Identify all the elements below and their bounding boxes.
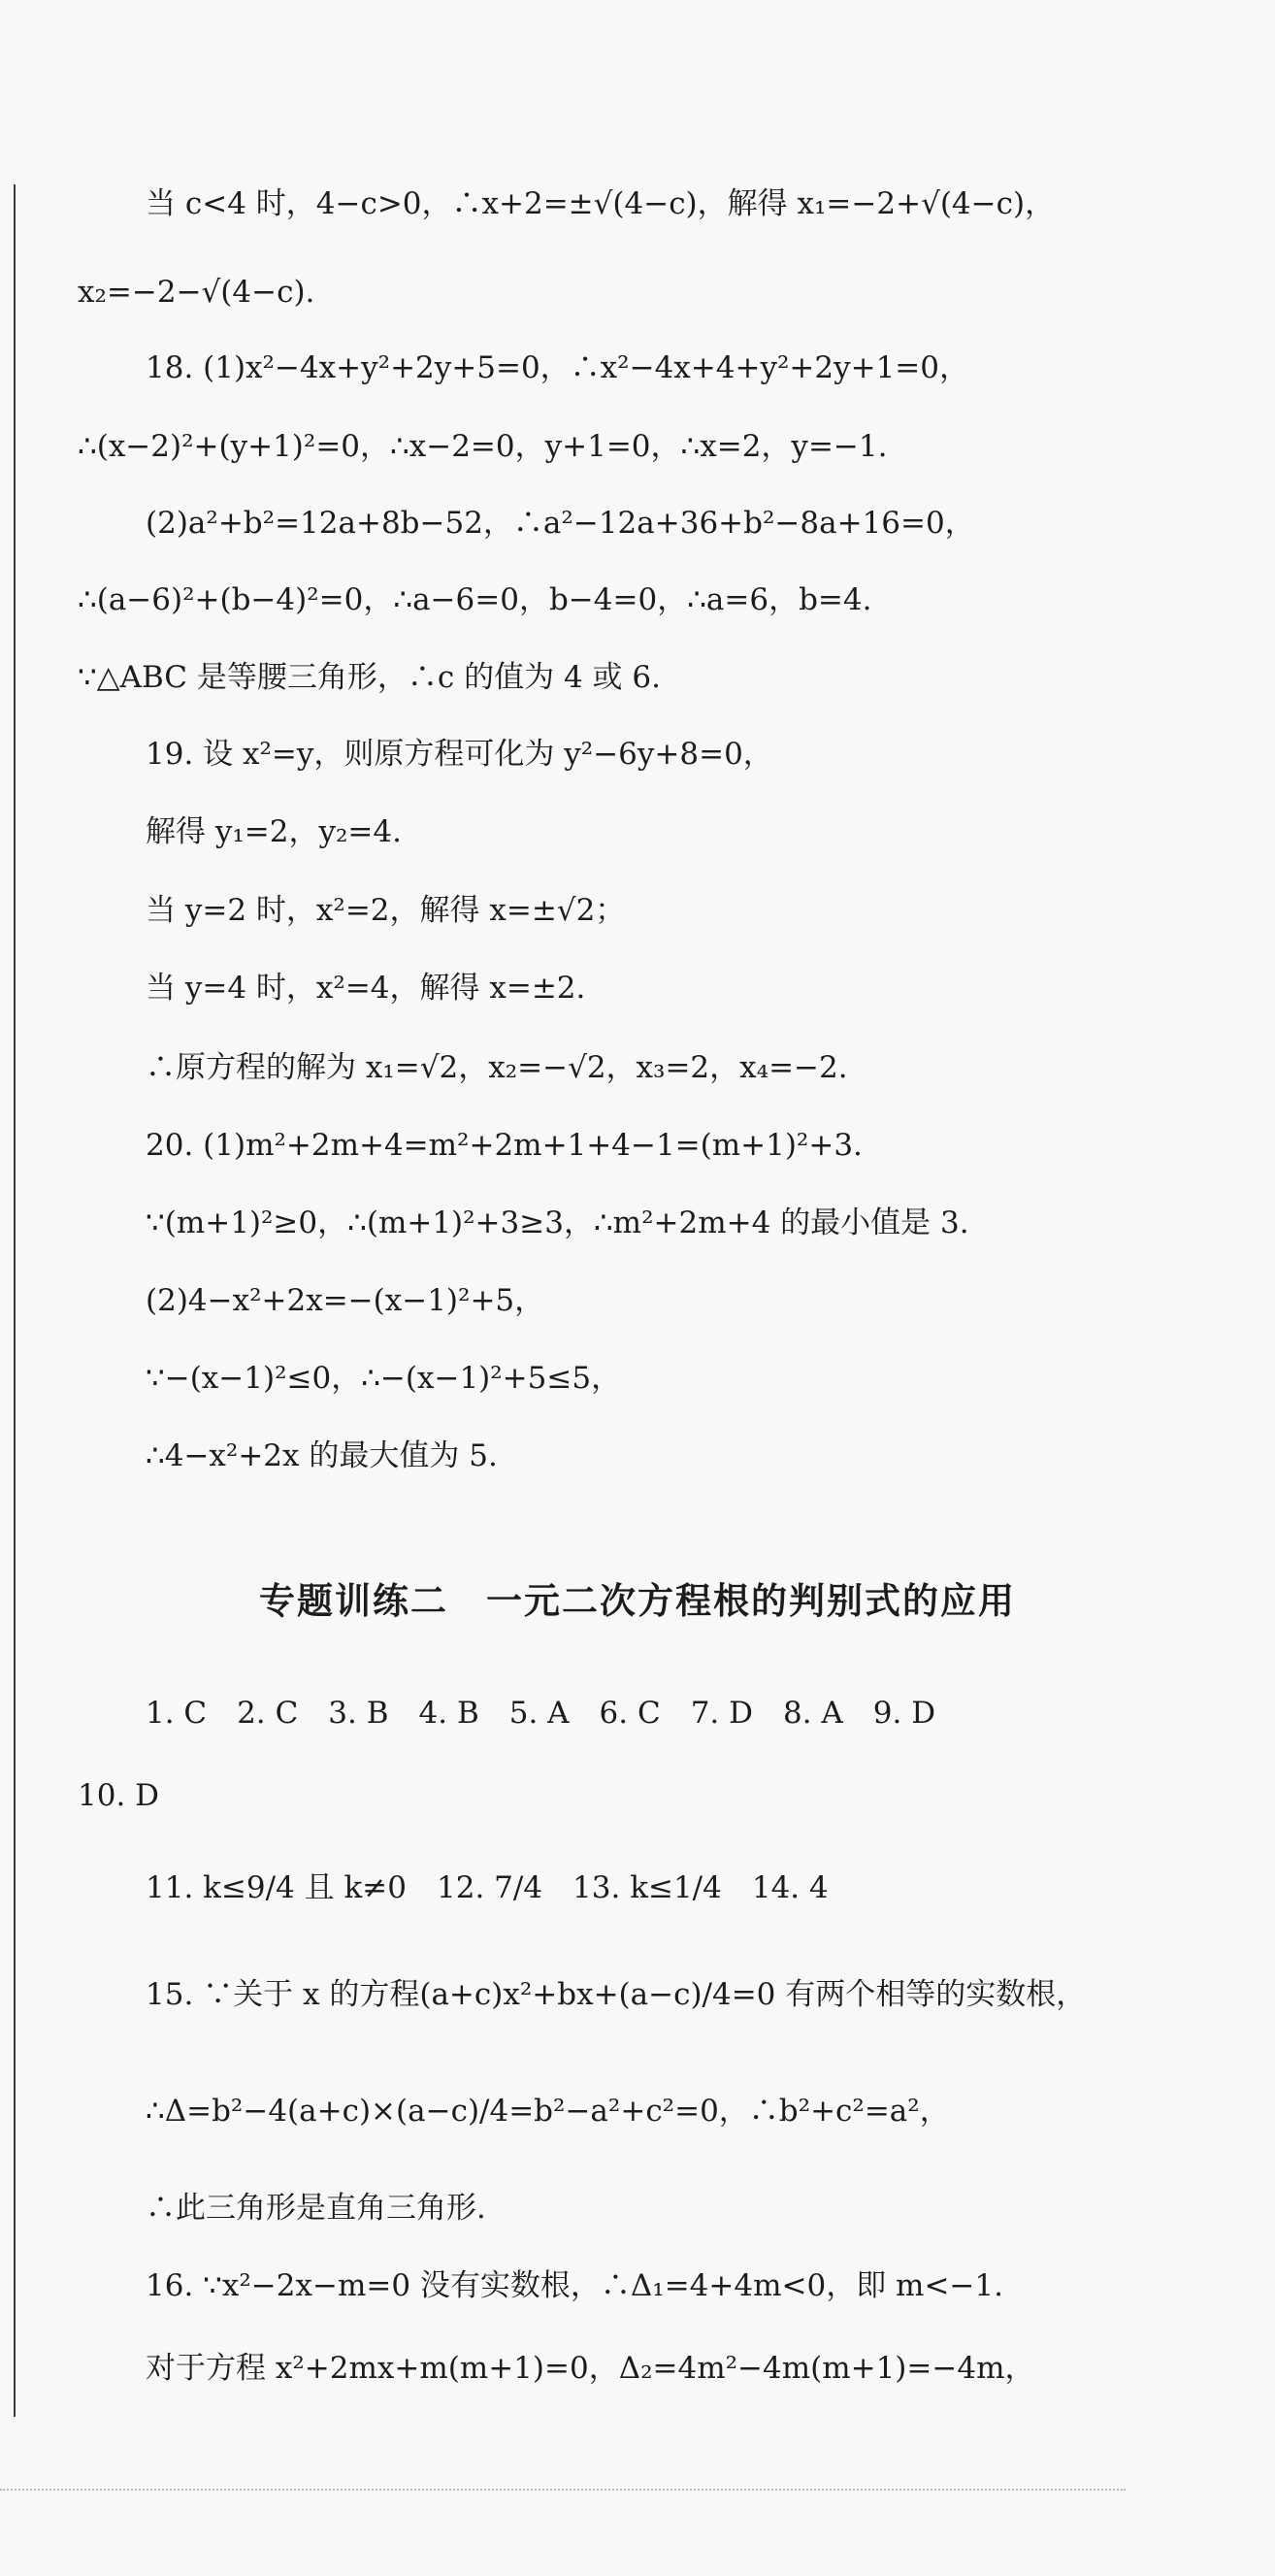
- text-line: x₂=−2−√(4−c).: [78, 275, 315, 310]
- text-line: ∴(x−2)²+(y+1)²=0，∴x−2=0，y+1=0，∴x=2，y=−1.: [78, 429, 888, 464]
- left-margin-line: [14, 184, 16, 2417]
- text-line: 当 y=2 时，x²=2，解得 x=±√2；: [146, 893, 626, 928]
- answer-line: 15. ∵关于 x 的方程(a+c)x²+bx+(a−c)/4=0 有两个相等的实数根，: [146, 1977, 1087, 2012]
- text-line: 当 c<4 时，4−c>0，∴x+2=±√(4−c)，解得 x₁=−2+√(4−c)，: [146, 186, 1056, 221]
- answer-line: 16. ∵x²−2x−m=0 没有实数根，∴Δ₁=4+4m<0，即 m<−1.: [146, 2268, 1003, 2303]
- text-line: 20. (1)m²+2m+4=m²+2m+1+4−1=(m+1)²+3.: [146, 1128, 863, 1163]
- answer-line: 1. C 2. C 3. B 4. B 5. A 6. C 7. D 8. A 9. D: [146, 1696, 936, 1731]
- text-line: (2)a²+b²=12a+8b−52，∴a²−12a+36+b²−8a+16=0，: [146, 506, 975, 541]
- text-line: ∵(m+1)²≥0，∴(m+1)²+3≥3，∴m²+2m+4 的最小值是 3.: [146, 1205, 969, 1240]
- answer-line: ∴此三角形是直角三角形.: [146, 2191, 486, 2226]
- answer-line: 对于方程 x²+2mx+m(m+1)=0，Δ₂=4m²−4m(m+1)=−4m，: [146, 2351, 1035, 2386]
- text-line: ∵△ABC 是等腰三角形，∴c 的值为 4 或 6.: [78, 660, 661, 695]
- text-line: 19. 设 x²=y，则原方程可化为 y²−6y+8=0，: [146, 737, 773, 772]
- text-line: 18. (1)x²−4x+y²+2y+5=0，∴x²−4x+4+y²+2y+1=0，: [146, 350, 969, 385]
- answer-line: 10. D: [78, 1778, 160, 1813]
- bottom-dotted-rule: [0, 2489, 1126, 2491]
- text-line: ∵−(x−1)²≤0，∴−(x−1)²+5≤5，: [146, 1361, 622, 1396]
- section-title: 专题训练二 一元二次方程根的判别式的应用: [259, 1580, 1016, 1622]
- answer-line: 11. k≤9/4 且 k≠0 12. 7/4 13. k≤1/4 14. 4: [146, 1870, 829, 1905]
- answer-line: ∴Δ=b²−4(a+c)×(a−c)/4=b²−a²+c²=0，∴b²+c²=a²，: [146, 2094, 950, 2129]
- text-line: 解得 y₁=2，y₂=4.: [146, 814, 402, 849]
- text-line: 当 y=4 时，x²=4，解得 x=±2.: [146, 971, 586, 1006]
- text-line: ∴4−x²+2x 的最大值为 5.: [146, 1438, 498, 1473]
- text-line: ∴原方程的解为 x₁=√2，x₂=−√2，x₃=2，x₄=−2.: [146, 1050, 848, 1085]
- text-line: (2)4−x²+2x=−(x−1)²+5，: [146, 1283, 545, 1318]
- text-line: ∴(a−6)²+(b−4)²=0，∴a−6=0，b−4=0，∴a=6，b=4.: [78, 582, 872, 617]
